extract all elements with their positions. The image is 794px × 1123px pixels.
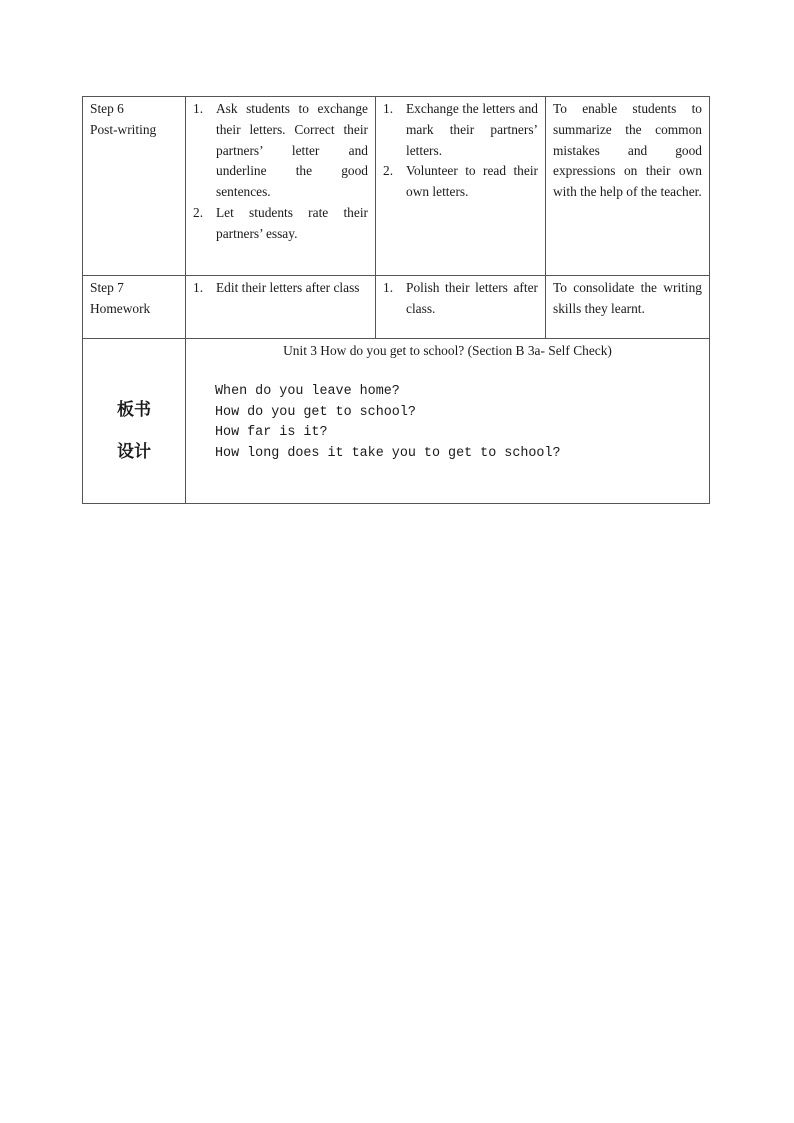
teacher-activity-list <box>193 99 368 245</box>
table-row-step-6 <box>83 97 710 276</box>
board-label-line2: 设计 <box>117 442 151 462</box>
teacher-activity-cell <box>186 276 376 339</box>
board-line: How long does it take you to get to school? <box>215 446 561 462</box>
student-activity-cell <box>376 97 546 276</box>
list-item-text: Exchange the letters and mark their partners’ letters. <box>406 101 538 158</box>
list-item-text: Volunteer to read their own letters. <box>406 163 538 200</box>
step-number: Step 7 <box>90 280 124 295</box>
list-item-text: Edit their letters after class <box>216 280 360 295</box>
board-line: How far is it? <box>215 425 328 441</box>
list-item <box>193 278 368 299</box>
purpose-cell <box>546 276 710 339</box>
list-item-text: Let students rate their partners’ essay. <box>216 204 368 241</box>
list-number: 1. <box>383 280 394 295</box>
list-item <box>193 99 368 203</box>
list-item <box>193 203 368 245</box>
student-activity-list <box>383 278 538 320</box>
student-activity-list <box>383 99 538 203</box>
list-item-text: Ask students to exchange their letters. Correct their partners’ letter and underline the good sentences. <box>216 101 368 200</box>
list-item <box>383 161 538 203</box>
board-label-line1: 板书 <box>117 400 151 420</box>
board-label <box>90 341 178 473</box>
list-number: 2. <box>383 163 394 179</box>
purpose-cell <box>546 97 710 276</box>
table-row-step-7 <box>83 276 710 339</box>
board-lines <box>193 382 702 465</box>
board-line: When do you leave home? <box>215 383 400 399</box>
list-number: 1. <box>193 280 204 295</box>
board-content-cell <box>186 339 710 504</box>
step-stage: Homework <box>90 300 151 316</box>
student-activity-cell <box>376 276 546 339</box>
lesson-plan-table <box>82 96 710 504</box>
step-cell <box>83 276 186 339</box>
list-item <box>383 99 538 161</box>
step-cell <box>83 97 186 276</box>
list-item <box>383 278 538 320</box>
list-item-text: Polish their letters after class. <box>406 280 538 316</box>
list-number: 2. <box>193 204 204 220</box>
list-number: 1. <box>193 101 204 116</box>
step-stage: Post-writing <box>90 121 157 137</box>
board-label-cell <box>83 339 186 504</box>
list-number: 1. <box>383 101 394 116</box>
purpose-text: To consolidate the writing skills they learnt. <box>553 280 702 316</box>
board-title: Unit 3 How do you get to school? (Section B 3a- Self Check) <box>283 343 612 358</box>
board-line: How do you get to school? <box>215 404 416 420</box>
teacher-activity-list <box>193 278 368 299</box>
step-number: Step 6 <box>90 101 124 116</box>
table-row-board-design <box>83 339 710 504</box>
teacher-activity-cell <box>186 97 376 276</box>
purpose-text: To enable students to summarize the common mistakes and good expressions on their own with the help of the teacher. <box>553 101 702 200</box>
